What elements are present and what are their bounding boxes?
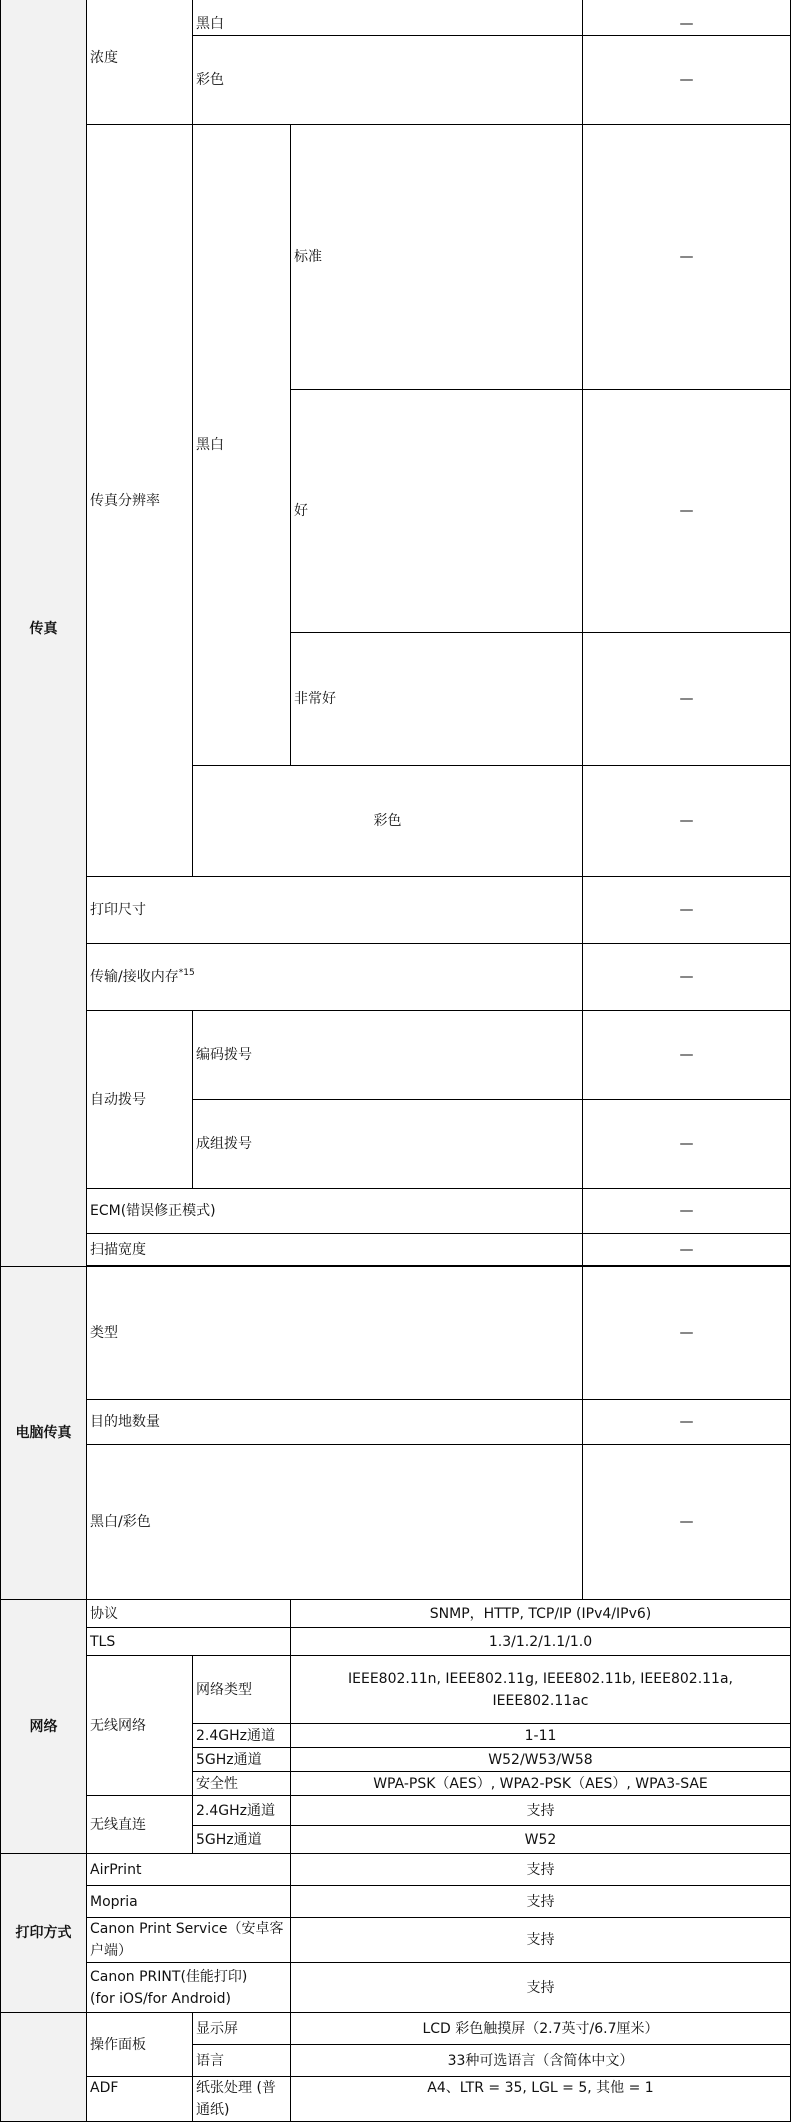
wireless-ch24-value: 1-11 (291, 1724, 791, 1748)
wireless-ch24-label: 2.4GHz通道 (193, 1724, 291, 1748)
table-row (1, 1963, 791, 2013)
dash: — (583, 1267, 791, 1400)
wireless-ch5-label: 5GHz通道 (193, 1748, 291, 1772)
table-row (1, 125, 791, 390)
dash: — (583, 877, 791, 944)
coded-dial-label: 编码拨号 (193, 1011, 583, 1100)
wireless-type-value: IEEE802.11n, IEEE802.11g, IEEE802.11b, IEEE802.11a, IEEE802.11ac (291, 1656, 791, 1724)
protocol-value: SNMP，HTTP, TCP/IP (IPv4/IPv6) (291, 1600, 791, 1628)
memory-label (87, 944, 583, 1011)
panel-display-value: LCD 彩色触摸屏（2.7英寸/6.7厘米） (291, 2013, 791, 2045)
dash: — (583, 1189, 791, 1234)
dash: — (583, 1011, 791, 1100)
density-label: 浓度 (87, 0, 193, 125)
table-row (1, 0, 791, 36)
tls-value: 1.3/1.2/1.1/1.0 (291, 1628, 791, 1656)
wireless-label: 无线网络 (87, 1656, 193, 1796)
resolution-superfine-label: 非常好 (291, 633, 583, 766)
memory-label-text: 传输/接收内存 (90, 969, 179, 985)
group-pc-fax: 电脑传真 (1, 1267, 87, 1600)
direct-ch5-label: 5GHz通道 (193, 1826, 291, 1854)
resolution-label: 传真分辨率 (87, 125, 193, 877)
mopria-label: Mopria (87, 1886, 291, 1918)
airprint-value: 支持 (291, 1854, 791, 1886)
ecm-label: ECM(错误修正模式) (87, 1189, 583, 1234)
density-color-label: 彩色 (193, 36, 583, 125)
group-fax: 传真 (1, 0, 87, 1267)
dash: — (583, 633, 791, 766)
dash: — (583, 1100, 791, 1189)
direct-label: 无线直连 (87, 1796, 193, 1854)
pc-fax-bw-label: 黑白/彩色 (87, 1445, 583, 1600)
resolution-standard-label: 标准 (291, 125, 583, 390)
table-row (1, 2013, 791, 2045)
table-row (1, 1854, 791, 1886)
dash: — (583, 0, 791, 36)
table-row (1, 1011, 791, 1100)
cps-label: Canon Print Service（安卓客户端） (87, 1918, 291, 1963)
panel-language-label: 语言 (193, 2045, 291, 2077)
table-row (1, 1886, 791, 1918)
mopria-value: 支持 (291, 1886, 791, 1918)
pc-fax-dest-label: 目的地数量 (87, 1400, 583, 1445)
wireless-security-value: WPA-PSK（AES）, WPA2-PSK（AES）, WPA3-SAE (291, 1772, 791, 1796)
table-row (1, 1400, 791, 1445)
canon-print-label-line2: (for iOS/for Android) (90, 1990, 231, 2007)
resolution-color-label: 彩色 (193, 766, 583, 877)
table-row (1, 1600, 791, 1628)
wireless-security-label: 安全性 (193, 1772, 291, 1796)
dash: — (583, 766, 791, 877)
panel-language-value: 33种可选语言（含简体中文） (291, 2045, 791, 2077)
table-row (1, 944, 791, 1011)
dash: — (583, 1400, 791, 1445)
canon-print-label (87, 1963, 291, 2013)
table-row (1, 1796, 791, 1826)
group-dial-label: 成组拨号 (193, 1100, 583, 1189)
wireless-type-label: 网络类型 (193, 1656, 291, 1724)
dash: — (583, 944, 791, 1011)
direct-ch5-value: W52 (291, 1826, 791, 1854)
footnote-marker: *15 (178, 968, 195, 978)
table-row (1, 1628, 791, 1656)
dash: — (583, 125, 791, 390)
protocol-label: 协议 (87, 1600, 291, 1628)
table-row (1, 1234, 791, 1266)
pc-fax-type-label: 类型 (87, 1267, 583, 1400)
tls-label: TLS (87, 1628, 291, 1656)
adf-label: ADF (87, 2077, 193, 2122)
group-print-methods: 打印方式 (1, 1854, 87, 2013)
dash: — (583, 36, 791, 125)
adf-value: A4、LTR = 35, LGL = 5, 其他 = 1 (291, 2077, 791, 2122)
panel-display-label: 显示屏 (193, 2013, 291, 2045)
direct-ch24-label: 2.4GHz通道 (193, 1796, 291, 1826)
canon-print-label-line1: Canon PRINT(佳能打印) (90, 1968, 248, 1985)
adf-feed-label: 纸张处理 (普通纸) (193, 2077, 291, 2122)
table-row (1, 1656, 791, 1724)
table-row (1, 1189, 791, 1234)
density-bw-label: 黑白 (193, 0, 583, 36)
print-size-label: 打印尺寸 (87, 877, 583, 944)
table-row (1, 1445, 791, 1600)
canon-print-value: 支持 (291, 1963, 791, 2013)
group-misc (1, 2013, 87, 2122)
panel-label: 操作面板 (87, 2013, 193, 2077)
resolution-bw-label: 黑白 (193, 125, 291, 766)
wireless-ch5-value: W52/W53/W58 (291, 1748, 791, 1772)
table-row (1, 1918, 791, 1963)
cps-value: 支持 (291, 1918, 791, 1963)
table-row (1, 1267, 791, 1400)
group-network: 网络 (1, 1600, 87, 1854)
auto-dial-label: 自动拨号 (87, 1011, 193, 1189)
direct-ch24-value: 支持 (291, 1796, 791, 1826)
scan-width-label: 扫描宽度 (87, 1234, 583, 1266)
dash: — (583, 1234, 791, 1266)
dash: — (583, 1445, 791, 1600)
table-row (1, 2077, 791, 2122)
airprint-label: AirPrint (87, 1854, 291, 1886)
dash: — (583, 390, 791, 633)
table-row (1, 877, 791, 944)
resolution-fine-label: 好 (291, 390, 583, 633)
